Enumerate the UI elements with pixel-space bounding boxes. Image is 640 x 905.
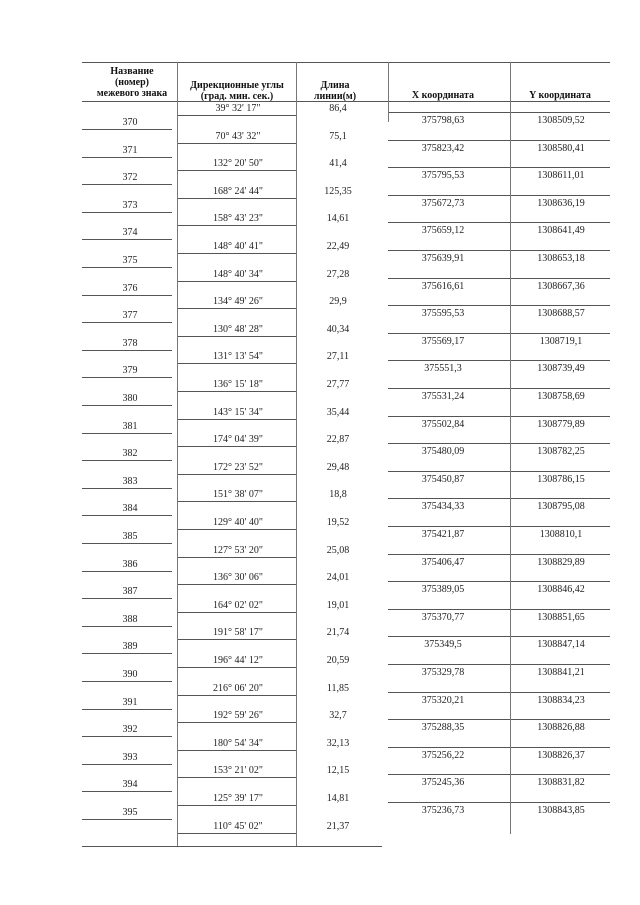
length-cell: 32,13 — [326, 737, 350, 749]
row-divider — [82, 377, 172, 378]
row-divider — [178, 143, 296, 144]
x-coord-cell: 375434,33 — [421, 501, 465, 513]
x-coord-cell: 375551,3 — [424, 363, 462, 375]
angle-cell: 153° 21' 02" — [213, 765, 263, 777]
angle-cell: 70° 43' 32" — [215, 130, 261, 142]
angle-cell: 168° 24' 44" — [213, 185, 263, 197]
length-cell: 86,4 — [329, 103, 347, 114]
column-divider — [388, 62, 389, 122]
row-divider — [82, 653, 172, 654]
y-coord-cell: 1308758,69 — [537, 391, 585, 402]
y-coord-cell: 1308653,18 — [537, 253, 585, 264]
length-cell: 20,59 — [326, 655, 350, 666]
row-divider — [178, 833, 296, 834]
x-coord-cell: 375421,87 — [421, 529, 465, 540]
length-cell: 21,37 — [326, 820, 350, 832]
angle-cell: 216° 06' 20" — [213, 682, 263, 694]
point-name-cell: 380 — [122, 393, 138, 404]
y-coord-cell: 1308779,89 — [537, 418, 585, 430]
row-divider — [82, 460, 172, 461]
row-divider — [178, 777, 296, 778]
angle-cell: 132° 20' 50" — [213, 158, 263, 170]
length-cell: 18,8 — [329, 489, 347, 501]
row-divider — [178, 667, 296, 668]
row-divider — [178, 391, 296, 392]
length-cell: 14,61 — [326, 213, 350, 225]
point-name-cell: 381 — [122, 420, 138, 432]
header-bottom-border — [82, 101, 610, 102]
y-coord-cell: 1308826,37 — [537, 749, 585, 761]
point-name-cell: 373 — [122, 199, 138, 211]
point-name-cell: 384 — [122, 503, 138, 515]
row-divider — [388, 471, 610, 472]
row-divider — [178, 170, 296, 171]
row-divider — [388, 416, 610, 417]
angle-cell: 131° 13' 54" — [213, 351, 263, 363]
length-cell: 29,48 — [326, 461, 350, 473]
row-divider — [388, 388, 610, 389]
y-coord-cell: 1308826,88 — [537, 722, 585, 734]
header-name-line2: (номер) — [114, 77, 150, 88]
length-cell: 19,01 — [326, 599, 350, 611]
row-divider — [82, 350, 172, 351]
length-cell: 19,52 — [326, 517, 350, 528]
angle-cell: 129° 40' 40" — [213, 517, 263, 528]
point-name-cell: 390 — [122, 669, 138, 680]
angle-cell: 172° 23' 52" — [213, 461, 263, 473]
row-divider — [82, 543, 172, 544]
row-divider — [178, 474, 296, 475]
table-top-border — [82, 62, 610, 63]
angle-cell: 136° 30' 06" — [213, 572, 263, 584]
header-name-line1: Название — [110, 66, 154, 77]
y-coord-cell: 1308641,49 — [537, 225, 585, 237]
row-divider — [178, 308, 296, 309]
row-divider — [388, 719, 610, 720]
row-divider — [388, 664, 610, 665]
row-divider — [82, 295, 172, 296]
row-divider — [82, 736, 172, 737]
row-divider — [178, 501, 296, 502]
length-cell: 40,34 — [326, 323, 350, 335]
row-divider — [82, 709, 172, 710]
y-coord-cell: 1308846,42 — [537, 584, 585, 596]
row-divider — [178, 281, 296, 282]
row-divider — [388, 360, 610, 361]
y-coord-cell: 1308847,14 — [537, 639, 585, 651]
x-coord-cell: 375795,53 — [421, 170, 465, 182]
row-divider — [82, 405, 172, 406]
x-coord-cell: 375502,84 — [421, 418, 465, 430]
point-name-cell: 379 — [122, 365, 138, 377]
row-divider — [82, 571, 172, 572]
length-cell: 11,85 — [326, 682, 350, 694]
row-divider — [82, 764, 172, 765]
angle-cell: 192° 59' 26" — [213, 710, 263, 722]
y-coord-cell: 1308739,49 — [537, 363, 585, 375]
angle-cell: 158° 43' 23" — [213, 213, 263, 225]
length-cell: 125,35 — [324, 185, 352, 197]
length-cell: 24,01 — [326, 572, 350, 584]
row-divider — [178, 722, 296, 723]
y-coord-cell: 1308831,82 — [537, 777, 585, 789]
angle-cell: 191° 58' 17" — [213, 627, 263, 639]
angle-cell: 174° 04' 39" — [213, 434, 263, 446]
angle-cell: 130° 48' 28" — [213, 323, 263, 335]
point-name-cell: 371 — [122, 144, 138, 156]
row-divider — [82, 129, 172, 130]
row-divider — [82, 157, 172, 158]
header-angle-line1: Дирекционные углы — [190, 80, 284, 91]
y-coord-cell: 1308786,15 — [537, 473, 585, 485]
row-divider — [388, 278, 610, 279]
length-cell: 29,9 — [329, 296, 347, 308]
y-coord-cell: 1308611,01 — [537, 170, 585, 182]
row-divider — [178, 639, 296, 640]
row-divider — [82, 515, 172, 516]
angle-cell: 148° 40' 34" — [213, 268, 263, 280]
row-divider — [388, 443, 610, 444]
row-divider — [178, 612, 296, 613]
point-name-cell: 388 — [122, 613, 138, 625]
row-divider — [178, 336, 296, 337]
y-coord-cell: 1308719,1 — [539, 335, 583, 347]
row-divider — [82, 433, 172, 434]
angle-cell: 136° 15' 18" — [213, 379, 263, 390]
length-cell: 32,7 — [329, 710, 347, 722]
row-divider — [82, 239, 172, 240]
row-divider — [388, 195, 610, 196]
y-coord-cell: 1308851,65 — [537, 611, 585, 623]
x-coord-cell: 375672,73 — [421, 197, 465, 209]
x-coord-cell: 375616,61 — [421, 280, 465, 292]
row-divider — [82, 819, 172, 820]
row-divider — [388, 692, 610, 693]
row-divider — [82, 598, 172, 599]
row-divider — [178, 750, 296, 751]
x-coord-cell: 375288,35 — [421, 722, 465, 734]
point-name-cell: 395 — [122, 807, 138, 818]
point-name-cell: 374 — [122, 227, 138, 239]
row-divider — [82, 626, 172, 627]
row-divider — [388, 636, 610, 637]
y-coord-cell: 1308829,89 — [537, 556, 585, 568]
length-cell: 27,28 — [326, 268, 350, 280]
header-name-line3: межевого знака — [96, 88, 168, 99]
row-divider — [388, 112, 610, 113]
row-divider — [178, 419, 296, 420]
row-divider — [178, 363, 296, 364]
row-divider — [178, 115, 296, 116]
column-divider — [177, 62, 178, 846]
row-divider — [388, 554, 610, 555]
column-divider — [296, 62, 297, 846]
angle-cell: 134° 49' 26" — [213, 296, 263, 308]
point-name-cell: 376 — [122, 282, 138, 294]
point-name-cell: 370 — [122, 117, 138, 128]
length-cell: 22,49 — [326, 241, 350, 252]
row-divider — [388, 305, 610, 306]
point-name-cell: 391 — [122, 696, 138, 708]
header-y: Y координата — [529, 90, 591, 101]
row-divider — [388, 802, 610, 803]
header-angle-line2: (град. мин. сек.) — [200, 91, 274, 102]
x-coord-cell: 375245,36 — [421, 777, 465, 789]
row-divider — [82, 184, 172, 185]
point-name-cell: 387 — [122, 586, 138, 598]
angle-cell: 110° 45' 02" — [213, 820, 263, 832]
y-coord-cell: 1308509,52 — [537, 115, 585, 126]
table-bottom-border — [82, 846, 382, 847]
x-coord-cell: 375531,24 — [421, 391, 465, 402]
y-coord-cell: 1308580,41 — [537, 142, 585, 154]
y-coord-cell: 1308810,1 — [539, 529, 583, 540]
row-divider — [178, 584, 296, 585]
x-coord-cell: 375569,17 — [421, 335, 465, 347]
y-coord-cell: 1308795,08 — [537, 501, 585, 513]
header-x: X координата — [411, 90, 475, 101]
point-name-cell: 389 — [122, 641, 138, 653]
y-coord-cell: 1308782,25 — [537, 446, 585, 458]
header-angle — [178, 80, 296, 102]
header-length-line1: Длина — [320, 80, 350, 91]
x-coord-cell: 375595,53 — [421, 308, 465, 320]
header-length — [298, 80, 372, 102]
x-coord-cell: 375349,5 — [424, 639, 462, 651]
point-name-cell: 375 — [122, 255, 138, 266]
length-cell: 22,87 — [326, 434, 350, 446]
x-coord-cell: 375256,22 — [421, 749, 465, 761]
point-name-cell: 372 — [122, 172, 138, 184]
row-divider — [178, 198, 296, 199]
x-coord-cell: 375236,73 — [421, 805, 465, 816]
row-divider — [178, 446, 296, 447]
x-coord-cell: 375659,12 — [421, 225, 465, 237]
point-name-cell: 386 — [122, 558, 138, 570]
length-cell: 14,81 — [326, 793, 350, 804]
row-divider — [82, 681, 172, 682]
point-name-cell: 392 — [122, 724, 138, 736]
point-name-cell: 394 — [122, 779, 138, 791]
length-cell: 27,77 — [326, 379, 350, 390]
length-cell: 12,15 — [326, 765, 350, 777]
x-coord-cell: 375823,42 — [421, 142, 465, 154]
angle-cell: 127° 53' 20" — [213, 544, 263, 556]
row-divider — [388, 581, 610, 582]
point-name-cell: 377 — [122, 310, 138, 322]
length-cell: 27,11 — [326, 351, 350, 363]
length-cell: 75,1 — [329, 130, 347, 142]
row-divider — [178, 529, 296, 530]
y-coord-cell: 1308843,85 — [537, 805, 585, 816]
header-name — [82, 66, 182, 99]
length-cell: 41,4 — [329, 158, 347, 170]
row-divider — [388, 222, 610, 223]
point-name-cell: 385 — [122, 531, 138, 542]
row-divider — [82, 322, 172, 323]
angle-cell: 196° 44' 12" — [213, 655, 263, 666]
x-coord-cell: 375389,05 — [421, 584, 465, 596]
point-name-cell: 382 — [122, 448, 138, 460]
row-divider — [388, 609, 610, 610]
length-cell: 35,44 — [326, 406, 350, 418]
row-divider — [388, 498, 610, 499]
row-divider — [178, 805, 296, 806]
point-name-cell: 393 — [122, 751, 138, 763]
y-coord-cell: 1308636,19 — [537, 197, 585, 209]
x-coord-cell: 375329,78 — [421, 667, 465, 678]
row-divider — [82, 791, 172, 792]
angle-cell: 164° 02' 02" — [213, 599, 263, 611]
angle-cell: 143° 15' 34" — [213, 406, 263, 418]
angle-cell: 151° 38' 07" — [213, 489, 263, 501]
column-divider — [510, 62, 511, 834]
row-divider — [388, 747, 610, 748]
x-coord-cell: 375406,47 — [421, 556, 465, 568]
row-divider — [82, 488, 172, 489]
row-divider — [178, 225, 296, 226]
row-divider — [388, 140, 610, 141]
row-divider — [178, 253, 296, 254]
x-coord-cell: 375798,63 — [421, 115, 465, 126]
x-coord-cell: 375450,87 — [421, 473, 465, 485]
header-length-line2: линии(м) — [313, 91, 357, 102]
point-name-cell: 378 — [122, 337, 138, 349]
row-divider — [82, 212, 172, 213]
y-coord-cell: 1308667,36 — [537, 280, 585, 292]
row-divider — [178, 695, 296, 696]
point-name-cell: 383 — [122, 475, 138, 487]
angle-cell: 148° 40' 41" — [213, 241, 263, 252]
angle-cell: 39° 32' 17" — [215, 103, 261, 114]
x-coord-cell: 375480,09 — [421, 446, 465, 458]
y-coord-cell: 1308688,57 — [537, 308, 585, 320]
row-divider — [388, 333, 610, 334]
row-divider — [388, 526, 610, 527]
row-divider — [388, 250, 610, 251]
row-divider — [178, 557, 296, 558]
x-coord-cell: 375320,21 — [421, 694, 465, 706]
angle-cell: 180° 54' 34" — [213, 737, 263, 749]
angle-cell: 125° 39' 17" — [213, 793, 263, 804]
x-coord-cell: 375639,91 — [421, 253, 465, 264]
length-cell: 21,74 — [326, 627, 350, 639]
x-coord-cell: 375370,77 — [421, 611, 465, 623]
y-coord-cell: 1308834,23 — [537, 694, 585, 706]
row-divider — [82, 267, 172, 268]
y-coord-cell: 1308841,21 — [537, 667, 585, 678]
row-divider — [388, 774, 610, 775]
row-divider — [388, 167, 610, 168]
length-cell: 25,08 — [326, 544, 350, 556]
